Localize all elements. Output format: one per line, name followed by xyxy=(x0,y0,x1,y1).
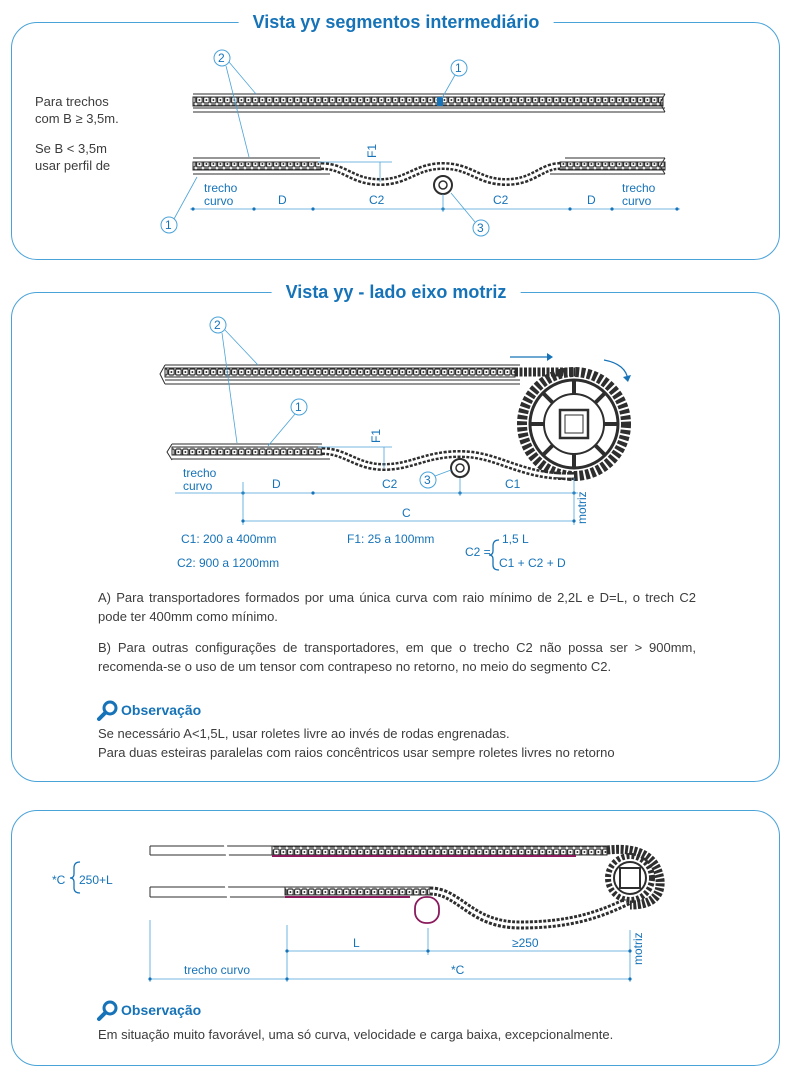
dim-label: C2 xyxy=(369,193,385,207)
drive-sprocket xyxy=(607,849,660,905)
dim-label: C2 xyxy=(493,193,509,207)
dim-label: C xyxy=(402,506,411,520)
callout-3: 3 xyxy=(424,473,431,487)
dim-label: D xyxy=(278,193,287,207)
paragraph-a: A) Para transportadores formados por uma única curva com raio mínimo de 2,2L e D=L, o trech C2 pode ter 400mm como mínimo. xyxy=(98,590,696,624)
magnifier-icon xyxy=(97,1000,119,1022)
dim-label: curvo xyxy=(204,194,234,208)
dim-label: L xyxy=(353,936,360,950)
callout-2: 2 xyxy=(218,51,225,65)
spec-c2: C2: 900 a 1200mm xyxy=(177,556,280,570)
dim-label: *C xyxy=(451,963,465,977)
observation-line: Para duas esteiras paralelas com raios concêntricos usar sempre roletes livres no retorno xyxy=(98,745,615,760)
callout-3: 3 xyxy=(477,221,484,235)
spec-f1: F1: 25 a 100mm xyxy=(347,532,435,546)
spec-c1: C1: 200 a 400mm xyxy=(181,532,277,546)
dim-label: C2 xyxy=(382,477,398,491)
callout-1: 1 xyxy=(295,400,302,414)
observation-title: Observação xyxy=(121,702,202,718)
formula-bottom: C1 + C2 + D xyxy=(499,556,566,570)
callout-1: 1 xyxy=(455,61,462,75)
formula-lhs: C2 = xyxy=(465,545,491,559)
dim-label: trecho curvo xyxy=(184,963,251,977)
dim-label: ≥250 xyxy=(512,936,539,950)
dim-label: trecho xyxy=(204,181,238,195)
paragraph-b: B) Para outras configurações de transportadores, em que o trecho C2 não possa ser > 900mm, recomenda-se o uso de um tensor com contrapeso no retorno, no meio do segmento C2. xyxy=(98,640,696,674)
dim-label: trecho xyxy=(622,181,656,195)
dimension-lines xyxy=(148,920,645,982)
motriz-label: motriz xyxy=(631,932,645,965)
motriz-label: motriz xyxy=(575,491,589,524)
c-label: *C xyxy=(52,873,66,887)
observation-title: Observação xyxy=(121,1002,202,1018)
callout-2: 2 xyxy=(214,318,221,332)
observation-line: Se necessário A<1,5L, usar roletes livre ao invés de rodas engrenadas. xyxy=(98,726,510,741)
note-line: com B ≥ 3,5m. xyxy=(35,111,119,126)
panel-title: Vista yy segmentos intermediário xyxy=(239,11,554,33)
panel-title: Vista yy - lado eixo motriz xyxy=(272,281,521,303)
upper-profile xyxy=(150,843,607,858)
observation-text: Em situação muito favorável, uma só curva, velocidade e carga baixa, excepcionalmente. xyxy=(98,1027,614,1042)
dim-label: trecho xyxy=(183,466,217,480)
dim-label: C1 xyxy=(505,477,521,491)
note-line: Para trechos xyxy=(35,94,109,109)
f1-label: F1 xyxy=(365,143,379,158)
note-line: Se B < 3,5m xyxy=(35,141,107,156)
dim-label: curvo xyxy=(622,194,652,208)
formula-top: 1,5 L xyxy=(502,532,529,546)
c-value: 250+L xyxy=(79,873,113,887)
note-line: usar perfil de xyxy=(35,158,111,173)
dim-label: D xyxy=(272,477,281,491)
lower-profile xyxy=(150,884,630,925)
callout-1: 1 xyxy=(165,218,172,232)
dim-label: curvo xyxy=(183,479,213,493)
dim-label: D xyxy=(587,193,596,207)
f1-label: F1 xyxy=(369,428,383,443)
